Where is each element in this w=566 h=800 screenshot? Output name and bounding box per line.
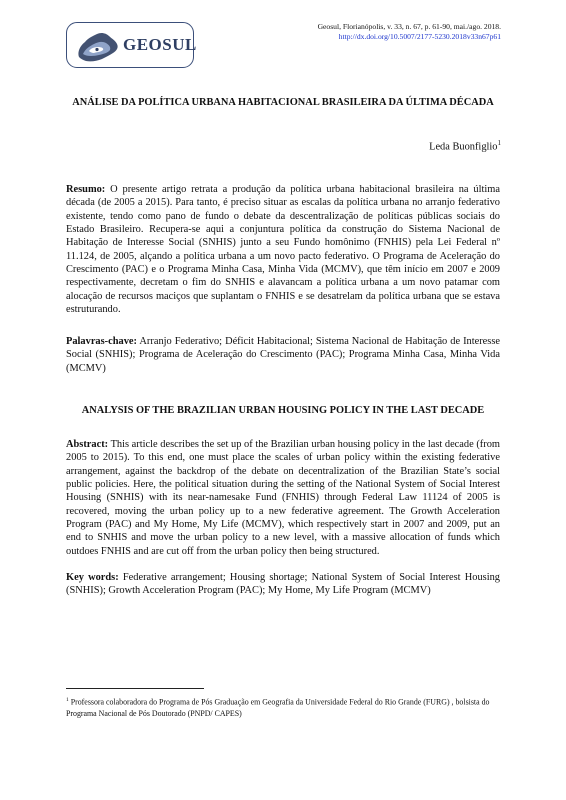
abstract-paragraph	[66, 438, 500, 558]
author-footnote-mark[interactable]: 1	[497, 139, 501, 147]
article-title-pt: ANÁLISE DA POLÍTICA URBANA HABITACIONAL BRASILEIRA DA ÚLTIMA DÉCADA	[72, 97, 494, 108]
footnote-text: Professora colaboradora do Programa de Pós Graduação em Geografia da Universidade Federal do Rio Grande (FURG) , bolsista do Programa Nacional de Pós Doutorado (PNPD/ CAPES)	[66, 697, 490, 718]
journal-citation: Geosul, Florianópolis, v. 33, n. 67, p. 61-90, mai./ago. 2018.	[317, 22, 501, 31]
logo-wordmark: GEOSUL	[123, 35, 197, 54]
footnote	[66, 695, 500, 719]
geosul-logo	[66, 22, 197, 68]
author-line	[429, 139, 501, 152]
key-words-paragraph	[66, 571, 500, 598]
map-emblem-icon	[73, 27, 123, 65]
resumo-text: O presente artigo retrata a produção da política urbana habitacional brasileira na última década (de 2005 a 2015). Para tanto, é preciso situar as escalas da política urbana no arranjo federativo existente, tendo como pano de fundo o debate da descentralização de políticas públicas sociais do Estado Brasileiro. Recupera-se aqui a conjuntura política da construção do Sistema Nacional de Habitação de Interesse Social (SNHIS) junto a seu Fundo homônimo (FNHIS) pela Lei Federal nº 11.124, de 2005, alçando a política urbana a um novo pacto federativo. O Programa de Aceleração do Crescimento (PAC) e o Programa Minha Casa, Minha Vida (MCMV), que têm início em 2007 e 2009 respectivamente, decretam o fim do SNHIS e alavancam a política urbana a um novo patamar com alocação de recursos maciços que suplantam o FNHIS e se desatrelam da política urbana que se estava estruturando.	[66, 184, 500, 316]
key-words-text: Federative arrangement; Housing shortage; National System of Social Interest Housing (SNHIS); Growth Acceleration Program (PAC); My Home, My Life Program (MCMV)	[66, 572, 500, 597]
resumo-label: Resumo:	[66, 184, 106, 195]
article-title-en: ANALYSIS OF THE BRAZILIAN URBAN HOUSING POLICY IN THE LAST DECADE	[81, 405, 485, 416]
abstract-label: Abstract:	[66, 439, 109, 450]
footnote-mark: 1	[66, 697, 69, 703]
author-name: Leda Buonfiglio	[429, 141, 498, 153]
palavras-chave-text: Arranjo Federativo; Déficit Habitacional; Sistema Nacional de Habitação de Interesse Social (SNHIS); Programa de Aceleração do Crescimento (PAC); Programa Minha Casa, Minha Vida (MCMV)	[66, 336, 500, 374]
footnote-divider	[66, 688, 204, 689]
palavras-chave-paragraph	[66, 335, 500, 375]
key-words-label: Key words:	[66, 572, 119, 583]
resumo-paragraph	[66, 183, 500, 316]
journal-citation-block	[318, 22, 501, 42]
doi-link[interactable]: http://dx.doi.org/10.5007/2177-5230.2018v33n67p61	[338, 32, 501, 41]
palavras-chave-label: Palavras-chave:	[66, 336, 137, 347]
abstract-text: This article describes the set up of the Brazilian urban housing policy in the last decade (from 2005 to 2015). To this end, one must place the scales of urban policy within the existing federative arrangement, against the backdrop of the debate on decentralization of the Brazilian State’s social public policies. Here, the political situation during the setting of the National System of Social Interest Housing (SNHIS) with its near-namesake Fund (FNHIS) through Federal Law 11124 of 2005 is recovered, moving the urban policy up to a new federative agreement. The Growth Acceleration Program (PAC) and My Home, My Life (MCMV), which respectively start in 2007 and 2009, put an end to SNHIS and move the urban policy to a new level, with a massive allocation of funds which outdoes FNHIS and are cut off from the urban policy then being structured.	[66, 439, 500, 557]
